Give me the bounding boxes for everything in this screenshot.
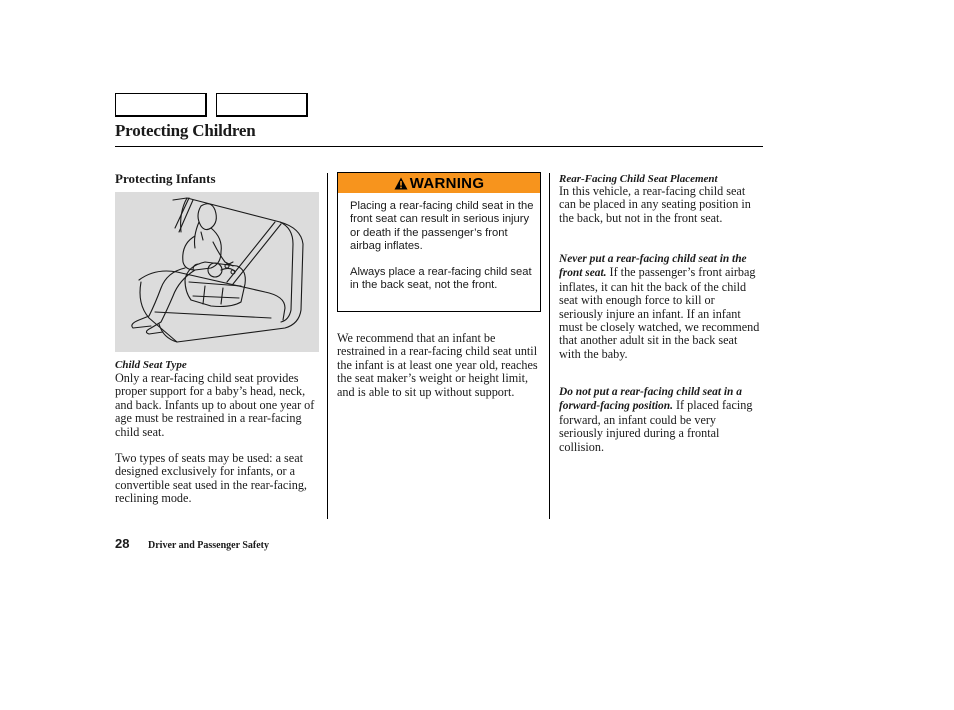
title-divider bbox=[115, 146, 763, 147]
infant-seat-illustration bbox=[115, 192, 319, 352]
nav-tab-next[interactable] bbox=[216, 93, 308, 117]
warning-triangle-icon bbox=[394, 177, 408, 190]
placement-paragraph: In this vehicle, a rear-facing child seat can be placed in any seating position in the back, but not in the front seat. bbox=[559, 184, 751, 225]
footer-section-label: Driver and Passenger Safety bbox=[148, 540, 270, 551]
front-seat-warning-paragraph bbox=[559, 252, 761, 361]
forward-facing-warning-paragraph bbox=[559, 385, 761, 454]
warning-banner bbox=[338, 173, 540, 193]
warning-box bbox=[337, 172, 541, 312]
forward-facing-warning-body: If placed facing forward, an infant could be very seriously injured during a frontal collision. bbox=[559, 398, 753, 454]
warning-text-front-seat: Placing a rear-facing child seat in the front seat can result in serious injury or death if the passenger’s front airbag inflates. bbox=[350, 200, 534, 252]
front-seat-warning-lead: Never put a rear-facing child seat in the front seat. bbox=[559, 253, 747, 280]
warning-text-back-seat: Always place a rear-facing child seat in the back seat, not the front. bbox=[350, 266, 532, 292]
infant-recommendation-paragraph: We recommend that an infant be restrained in a rear-facing child seat until the infant is at least one year old, reaches the seat maker’s weight or height limit, and is able to sit up without support. bbox=[337, 331, 538, 399]
rear-seat-infant-image bbox=[115, 192, 319, 352]
child-seat-type-paragraph: Only a rear-facing child seat provides proper support for a baby’s head, neck, and back. Infants up to about one year of age must be restrained in a rear-facing child seat. bbox=[115, 371, 315, 439]
column-divider-1 bbox=[327, 173, 328, 519]
page-number: 28 bbox=[115, 536, 130, 551]
section-heading: Protecting Infants bbox=[115, 171, 216, 186]
column-divider-2 bbox=[549, 173, 550, 519]
placement-heading: Rear-Facing Child Seat Placement bbox=[559, 173, 718, 185]
child-seat-type-heading: Child Seat Type bbox=[115, 359, 187, 371]
seat-types-paragraph: Two types of seats may be used: a seat designed exclusively for infants, or a convertible seat used in the rear-facing, reclining mode. bbox=[115, 451, 307, 506]
front-seat-warning-body: If the passenger’s front airbag inflates, it can hit the back of the child seat with enough force to kill or seriously injure an infant. If an infant must be closely watched, we recommend that another adult sit in the back seat with the baby. bbox=[559, 265, 760, 361]
page-title: Protecting Children bbox=[115, 121, 256, 140]
warning-label: WARNING bbox=[409, 174, 485, 192]
nav-tab-previous[interactable] bbox=[115, 93, 207, 117]
forward-facing-warning-lead: Do not put a rear-facing child seat in a forward-facing position. bbox=[559, 386, 742, 413]
